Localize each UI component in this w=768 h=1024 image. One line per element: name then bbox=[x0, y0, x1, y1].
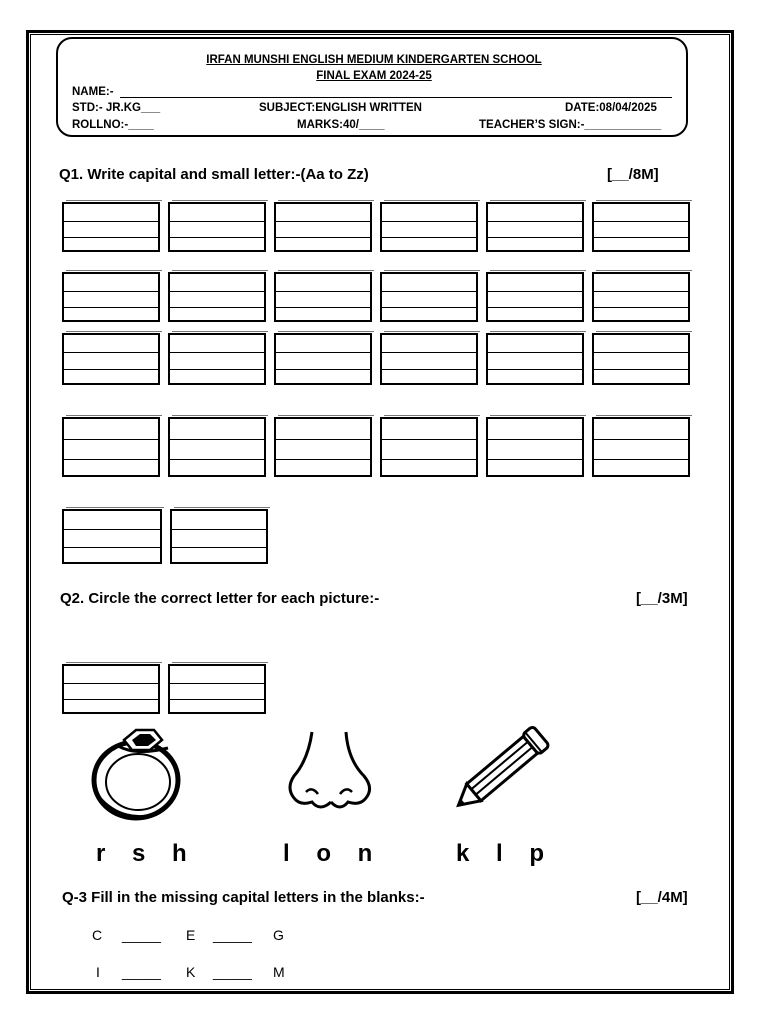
writing-box[interactable] bbox=[274, 417, 372, 477]
exam-name: FINAL EXAM 2024-25 bbox=[316, 70, 432, 82]
writing-box[interactable] bbox=[168, 664, 266, 714]
writing-box[interactable] bbox=[274, 333, 372, 385]
writing-box[interactable] bbox=[380, 202, 478, 252]
writing-box[interactable] bbox=[168, 333, 266, 385]
writing-box[interactable] bbox=[486, 202, 584, 252]
given-letter: M bbox=[273, 964, 285, 980]
given-letter: C bbox=[92, 927, 103, 943]
writing-box[interactable] bbox=[486, 417, 584, 477]
writing-box[interactable] bbox=[170, 509, 268, 564]
writing-box[interactable] bbox=[62, 202, 160, 252]
name-blank-line[interactable] bbox=[120, 97, 672, 98]
blank-field[interactable]: _____ bbox=[213, 927, 252, 943]
nose-letter-options[interactable]: l o n bbox=[283, 840, 383, 867]
blank-field[interactable]: _____ bbox=[122, 964, 161, 980]
q3-marks: [__/4M] bbox=[636, 889, 688, 906]
pencil-icon bbox=[446, 722, 558, 818]
writing-box[interactable] bbox=[592, 202, 690, 252]
writing-box[interactable] bbox=[274, 202, 372, 252]
writing-box[interactable] bbox=[486, 272, 584, 322]
blank-field[interactable]: _____ bbox=[213, 964, 252, 980]
writing-box[interactable] bbox=[592, 333, 690, 385]
nose-icon bbox=[286, 730, 376, 812]
name-label: NAME:- bbox=[72, 86, 114, 98]
writing-box[interactable] bbox=[380, 417, 478, 477]
subject-field: SUBJECT:ENGLISH WRITTEN bbox=[259, 102, 422, 114]
writing-box[interactable] bbox=[168, 272, 266, 322]
given-letter: G bbox=[273, 927, 284, 943]
writing-box[interactable] bbox=[168, 417, 266, 477]
writing-box[interactable] bbox=[274, 272, 372, 322]
writing-box[interactable] bbox=[62, 664, 160, 714]
writing-box[interactable] bbox=[62, 333, 160, 385]
marks-field: MARKS:40/____ bbox=[297, 119, 385, 131]
given-letter: I bbox=[96, 964, 100, 980]
writing-box[interactable] bbox=[592, 417, 690, 477]
teacher-sign-field: TEACHER’S SIGN:-____________ bbox=[479, 119, 662, 131]
writing-box[interactable] bbox=[486, 333, 584, 385]
std-field: STD:- JR.KG___ bbox=[72, 102, 161, 114]
writing-box[interactable] bbox=[380, 272, 478, 322]
ring-icon bbox=[88, 726, 192, 822]
writing-box[interactable] bbox=[168, 202, 266, 252]
q3-title: Q-3 Fill in the missing capital letters in the blanks:- bbox=[62, 889, 425, 906]
header-box bbox=[56, 37, 688, 137]
writing-box[interactable] bbox=[62, 417, 160, 477]
q1-title: Q1. Write capital and small letter:-(Aa to Zz) bbox=[59, 166, 369, 183]
blank-field[interactable]: _____ bbox=[122, 927, 161, 943]
writing-box[interactable] bbox=[380, 333, 478, 385]
rollno-field: ROLLNO:-____ bbox=[72, 119, 154, 131]
q1-marks: [__/8M] bbox=[607, 166, 659, 183]
writing-box[interactable] bbox=[62, 272, 160, 322]
q2-marks: [__/3M] bbox=[636, 590, 688, 607]
writing-box[interactable] bbox=[592, 272, 690, 322]
pencil-letter-options[interactable]: k l p bbox=[456, 840, 555, 867]
given-letter: K bbox=[186, 964, 196, 980]
school-name: IRFAN MUNSHI ENGLISH MEDIUM KINDERGARTEN SCHOOL bbox=[206, 54, 542, 66]
q2-title: Q2. Circle the correct letter for each picture:- bbox=[60, 590, 380, 607]
given-letter: E bbox=[186, 927, 196, 943]
writing-box[interactable] bbox=[62, 509, 162, 564]
ring-letter-options[interactable]: r s h bbox=[96, 840, 197, 867]
date-field: DATE:08/04/2025 bbox=[565, 102, 657, 114]
